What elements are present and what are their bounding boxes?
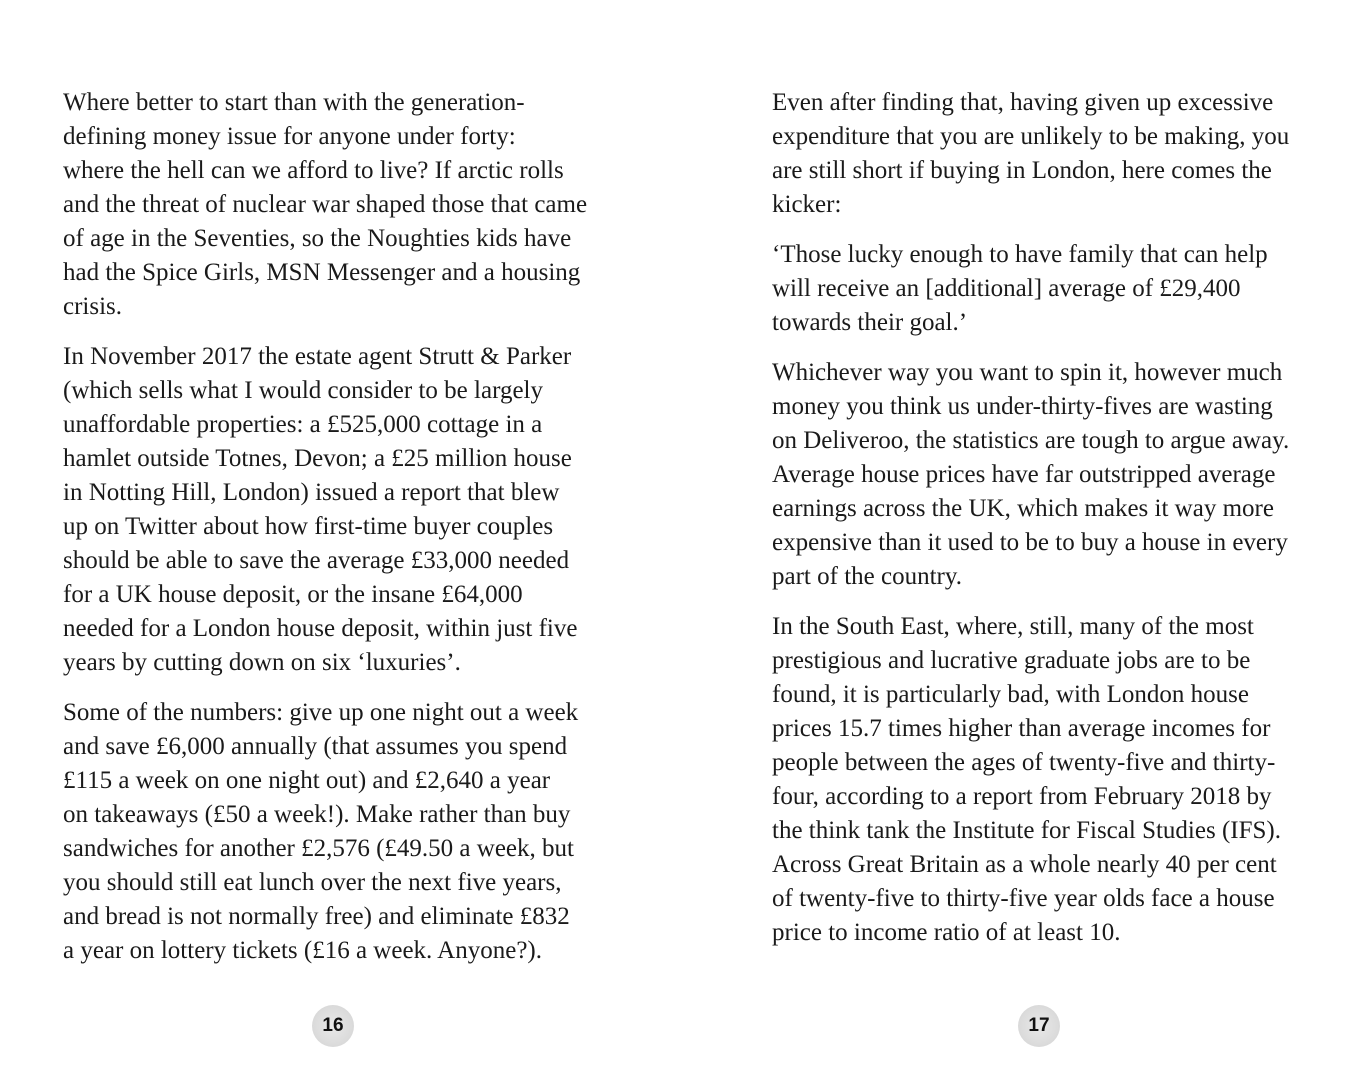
page-number-badge: 17 [1018,1005,1060,1047]
right-page [682,0,1365,1080]
paragraph: Whichever way you want to spin it, however much money you think us under-thirty-fives are wasting on Deliveroo, the statistics are tough to argue away. Average house prices have far outstripped average earnings across the UK, which makes it way more expensive than it used to be to buy a house in every part of the country. [772,359,1290,590]
paragraph: Some of the numbers: give up one night out a week and save £6,000 annually (that assumes you spend £115 a week on one night out) and £2,640 a year on takeaways (£50 a week!). Make rather than buy sandwiches for another £2,576 (£49.50 a week, but you should still eat lunch over the next five years, and bread is not normally free) and eliminate £832 a year on lottery tickets (£16 a week. Anyone?). [63,699,579,964]
paragraph: In November 2017 the estate agent Strutt & Parker (which sells what I would consider to be largely unaffordable properties: a £525,000 cottage in a hamlet outside Totnes, Devon; a £25 million house in Notting Hill, London) issued a report that blew up on Twitter about how first-time buyer couples should be able to save the average £33,000 needed for a UK house deposit, or the insane £64,000 needed for a London house deposit, within just five years by cutting down on six ‘luxuries’. [63,343,578,676]
paragraph: Where better to start than with the generation- defining money issue for anyone under forty: where the hell can we afford to live? If arctic rolls and the threat of nuclear war shaped those that came of age in the Seventies, so the Noughties kids have had the Spice Girls, MSN Messenger and a housing crisis. [63,89,588,320]
right-page-body [772,86,1332,966]
page-number-badge: 16 [312,1005,354,1047]
paragraph: Even after finding that, having given up excessive expenditure that you are unlikely to be making, you are still short if buying in London, here comes the kicker: [772,89,1290,218]
paragraph: In the South East, where, still, many of the most prestigious and lucrative graduate jobs are to be found, it is particularly bad, with London house prices 15.7 times higher than average incomes for people between the ages of twenty-five and thirty- four, according to a report from February 2018 by the think tank the Institute for Fiscal Studies (IFS). Across Great Britain as a whole nearly 40 per cent of twenty-five to thirty-five year olds face a house price to income ratio of at least 10. [772,613,1281,946]
left-page [0,0,682,1080]
paragraph: ‘Those lucky enough to have family that can help will receive an [additional] average of £29,400 towards their goal.’ [772,241,1268,336]
left-page-body [63,86,623,984]
